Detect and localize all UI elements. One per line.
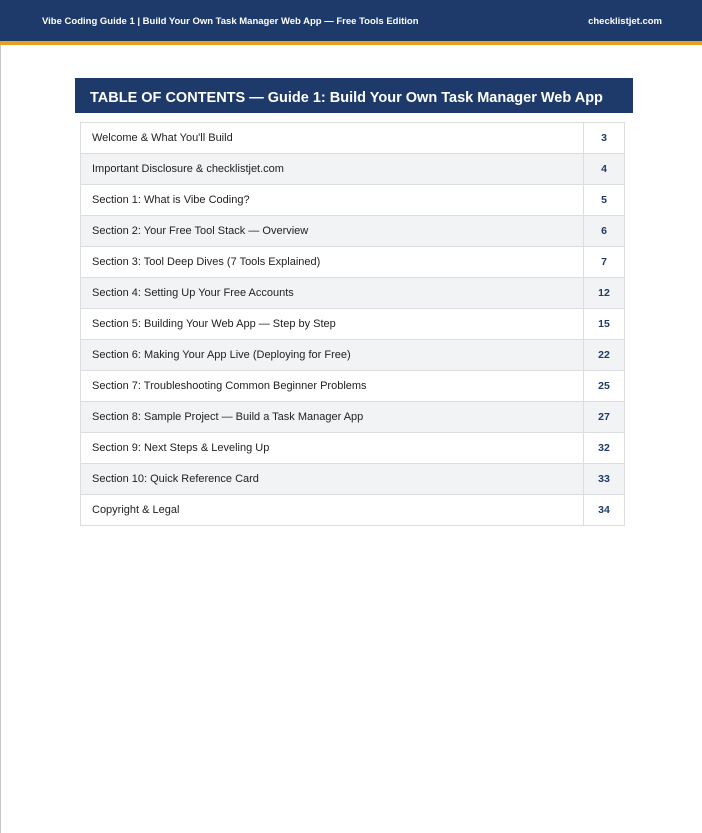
page-header [0, 0, 702, 45]
toc-entry-title: Section 8: Sample Project — Build a Task Manager App [81, 402, 584, 433]
toc-row[interactable] [81, 185, 625, 216]
toc-entry-title: Copyright & Legal [81, 495, 584, 526]
toc-entry-title: Section 1: What is Vibe Coding? [81, 185, 584, 216]
toc-entry-page: 27 [584, 402, 625, 433]
toc-entry-page: 4 [584, 154, 625, 185]
toc-body [81, 123, 625, 526]
toc-entry-title: Section 9: Next Steps & Leveling Up [81, 433, 584, 464]
toc-entry-title: Welcome & What You'll Build [81, 123, 584, 154]
toc-entry-title: Section 2: Your Free Tool Stack — Overview [81, 216, 584, 247]
toc-entry-title: Section 4: Setting Up Your Free Accounts [81, 278, 584, 309]
toc-entry-page: 7 [584, 247, 625, 278]
toc-entry-page: 22 [584, 340, 625, 371]
toc-entry-page: 3 [584, 123, 625, 154]
toc-entry-page: 6 [584, 216, 625, 247]
toc-row[interactable] [81, 402, 625, 433]
toc-entry-page: 33 [584, 464, 625, 495]
toc-entry-page: 34 [584, 495, 625, 526]
toc-row[interactable] [81, 371, 625, 402]
toc-row[interactable] [81, 247, 625, 278]
toc-row[interactable] [81, 278, 625, 309]
toc-entry-title: Section 3: Tool Deep Dives (7 Tools Explained) [81, 247, 584, 278]
toc-entry-title: Section 5: Building Your Web App — Step by Step [81, 309, 584, 340]
toc-entry-page: 5 [584, 185, 625, 216]
toc-row[interactable] [81, 123, 625, 154]
toc-row[interactable] [81, 495, 625, 526]
toc-row[interactable] [81, 433, 625, 464]
toc-entry-page: 32 [584, 433, 625, 464]
toc-entry-page: 15 [584, 309, 625, 340]
toc-row[interactable] [81, 464, 625, 495]
header-site-name: checklistjet.com [588, 16, 662, 27]
toc-heading: TABLE OF CONTENTS — Guide 1: Build Your Own Task Manager Web App [75, 78, 633, 113]
toc-row[interactable] [81, 154, 625, 185]
header-title: Vibe Coding Guide 1 | Build Your Own Task Manager Web App — Free Tools Edition [42, 16, 419, 27]
toc-entry-title: Section 10: Quick Reference Card [81, 464, 584, 495]
toc-entry-page: 12 [584, 278, 625, 309]
toc-row[interactable] [81, 216, 625, 247]
toc-entry-title: Section 6: Making Your App Live (Deploying for Free) [81, 340, 584, 371]
toc-entry-page: 25 [584, 371, 625, 402]
toc-entry-title: Section 7: Troubleshooting Common Beginner Problems [81, 371, 584, 402]
toc-row[interactable] [81, 340, 625, 371]
page-edge [0, 0, 1, 833]
toc-entry-title: Important Disclosure & checklistjet.com [81, 154, 584, 185]
toc-table [80, 122, 625, 526]
toc-row[interactable] [81, 309, 625, 340]
